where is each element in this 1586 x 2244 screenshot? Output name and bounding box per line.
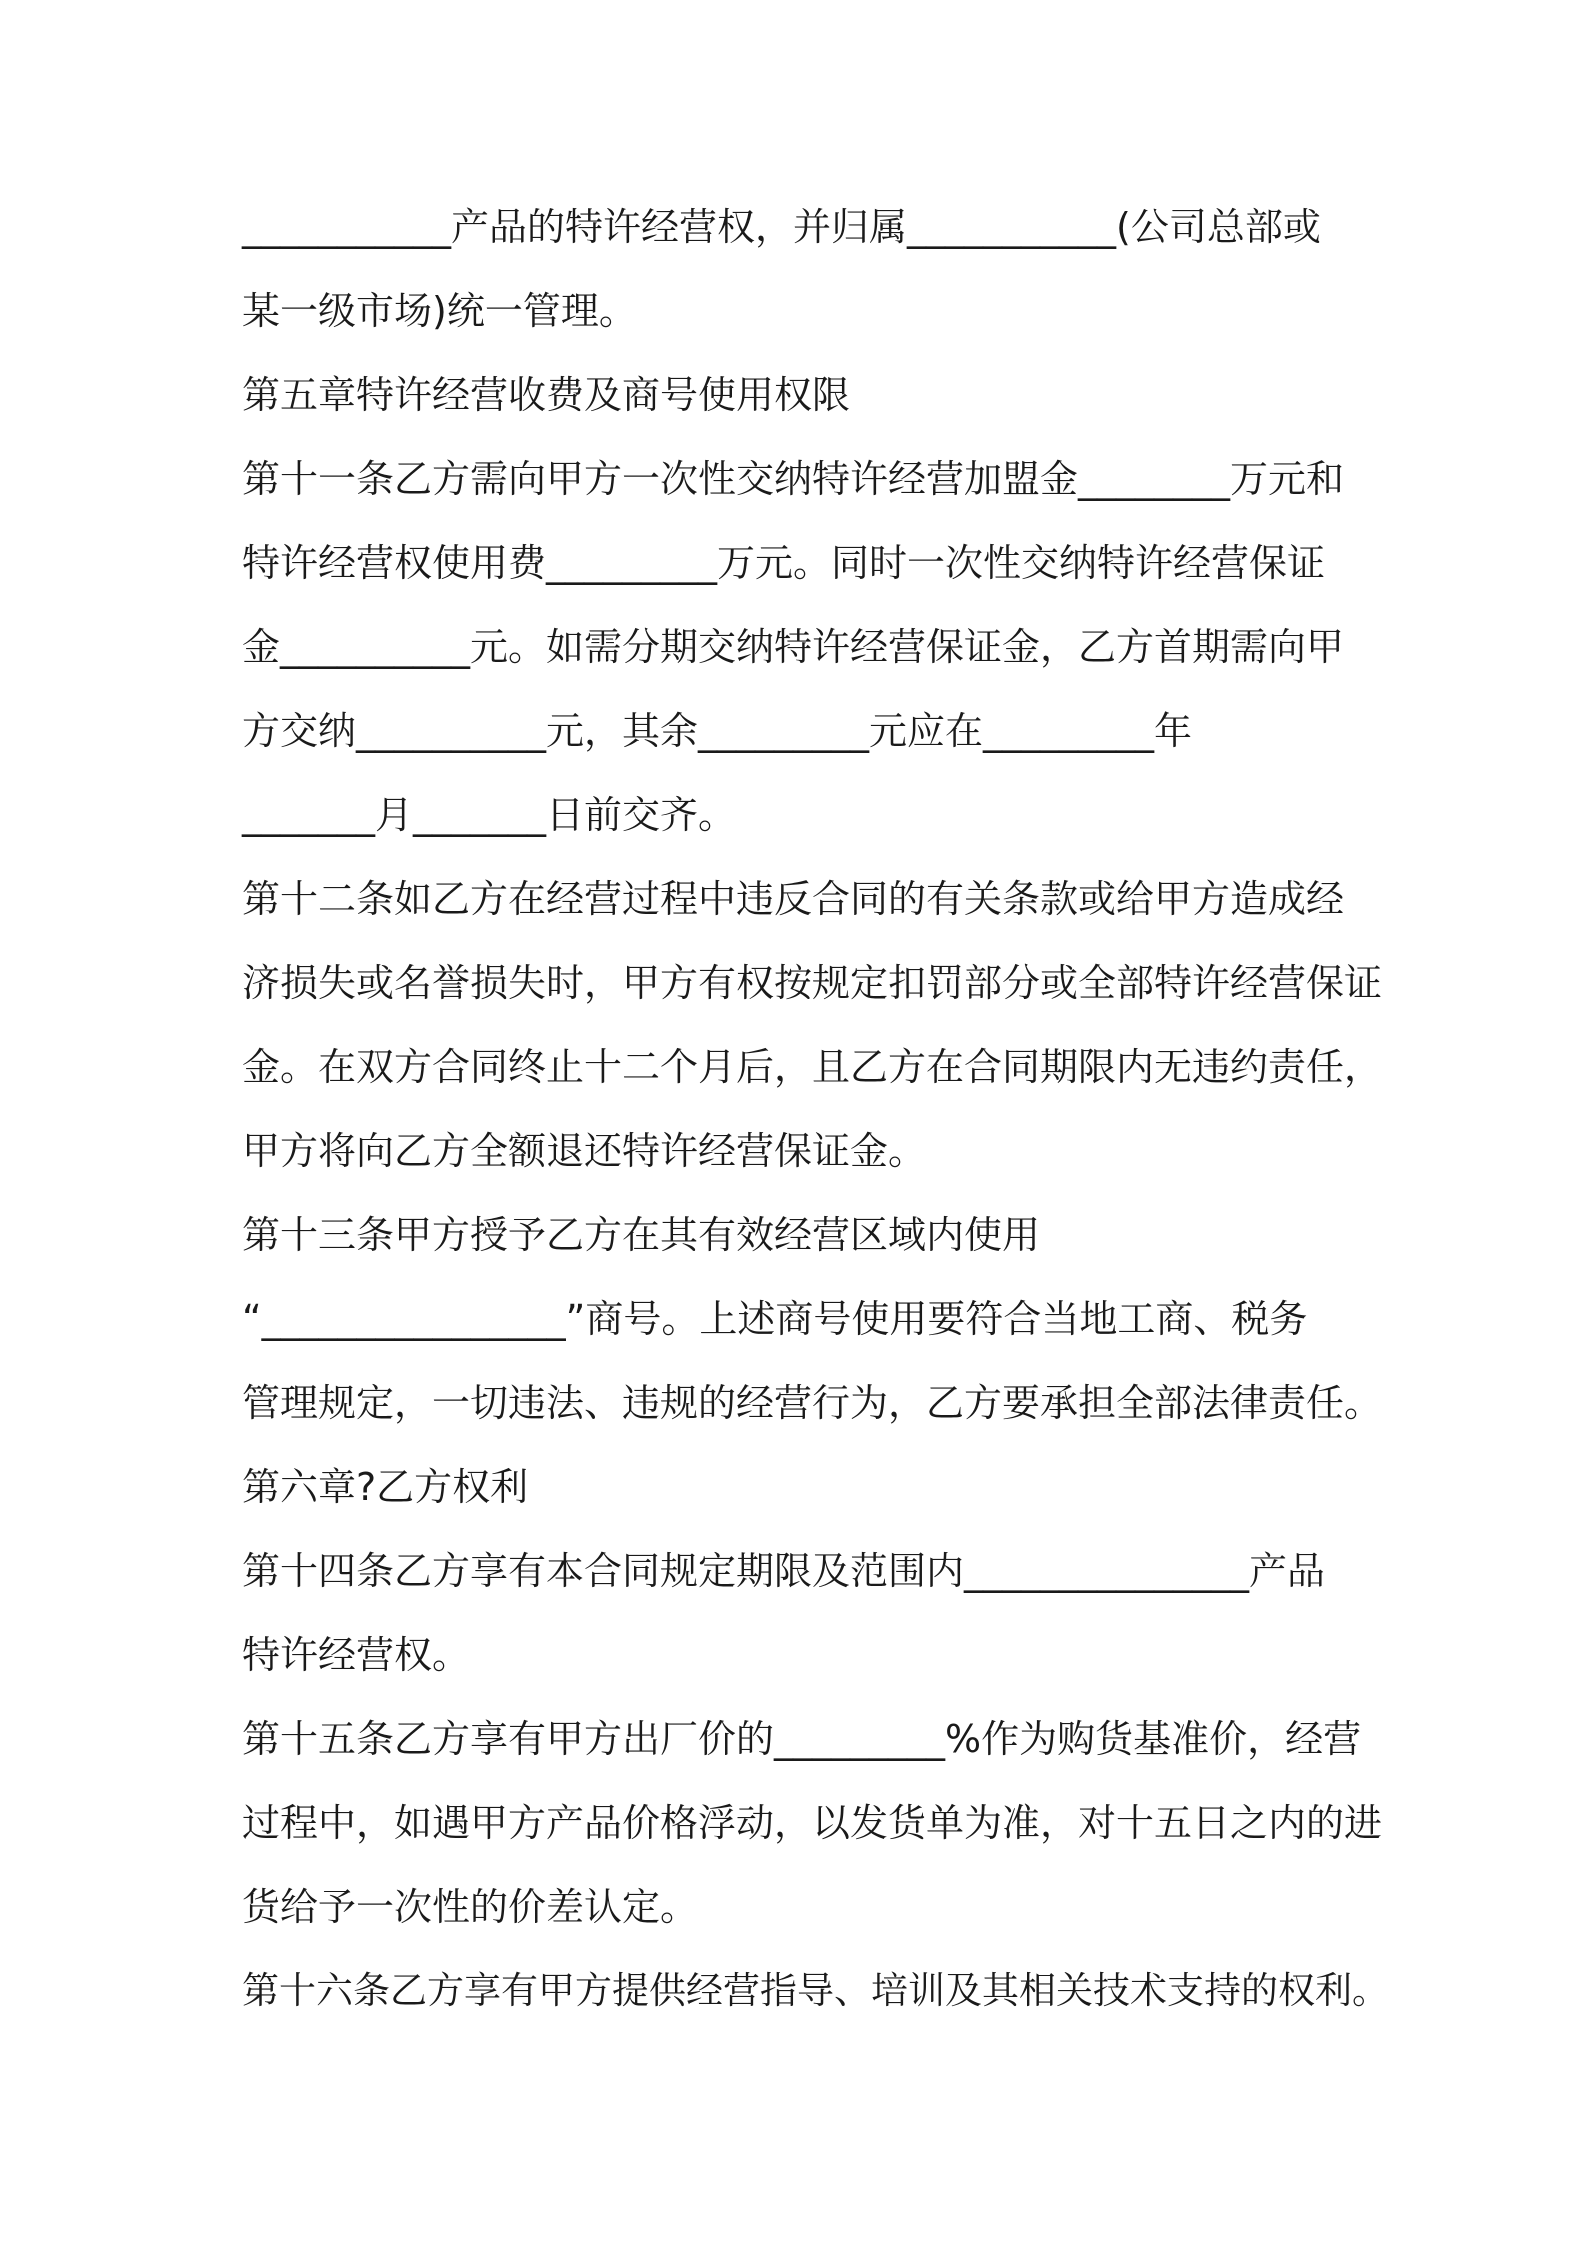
text-line: 金__________元。如需分期交纳特许经营保证金，乙方首期需向甲 bbox=[242, 625, 1345, 669]
text-line: 济损失或名誉损失时，甲方有权按规定扣罚部分或全部特许经营保证 bbox=[242, 961, 1383, 1005]
chapter-heading: 第五章特许经营收费及商号使用权限 bbox=[242, 373, 851, 417]
text-line: 第十四条乙方享有本合同规定期限及范围内_______________产品 bbox=[242, 1549, 1326, 1593]
text-line: _______月_______日前交齐。 bbox=[242, 793, 737, 837]
text-line: 某一级市场)统一管理。 bbox=[242, 289, 637, 333]
text-line: “________________”商号。上述商号使用要符合当地工商、税务 bbox=[242, 1297, 1308, 1341]
text-line: 过程中，如遇甲方产品价格浮动，以发货单为准，对十五日之内的进 bbox=[242, 1801, 1383, 1845]
text-line: 第十六条乙方享有甲方提供经营指导、培训及其相关技术支持的权利。 bbox=[242, 1969, 1389, 2012]
text-line: 金。在双方合同终止十二个月后，且乙方在合同期限内无违约责任， bbox=[242, 1045, 1383, 1089]
chapter-heading: 第六章?乙方权利 bbox=[242, 1465, 529, 1509]
text-line: 货给予一次性的价差认定。 bbox=[242, 1885, 699, 1929]
text-line: 管理规定，一切违法、违规的经营行为，乙方要承担全部法律责任。 bbox=[242, 1381, 1383, 1425]
text-line: 特许经营权使用费_________万元。同时一次性交纳特许经营保证 bbox=[242, 541, 1326, 585]
text-line: ___________产品的特许经营权，并归属___________(公司总部或 bbox=[242, 205, 1321, 249]
text-line: 第十五条乙方享有甲方出厂价的_________%作为购货基准价，经营 bbox=[242, 1717, 1362, 1761]
text-line: 第十三条甲方授予乙方在其有效经营区域内使用 bbox=[242, 1213, 1041, 1257]
text-line: 方交纳__________元，其余_________元应在_________年 bbox=[242, 709, 1193, 753]
text-line: 第十二条如乙方在经营过程中违反合同的有关条款或给甲方造成经 bbox=[242, 877, 1345, 921]
text-line: 第十一条乙方需向甲方一次性交纳特许经营加盟金________万元和 bbox=[242, 457, 1345, 501]
text-line: 特许经营权。 bbox=[242, 1633, 471, 1677]
text-line: 甲方将向乙方全额退还特许经营保证金。 bbox=[242, 1129, 927, 1173]
